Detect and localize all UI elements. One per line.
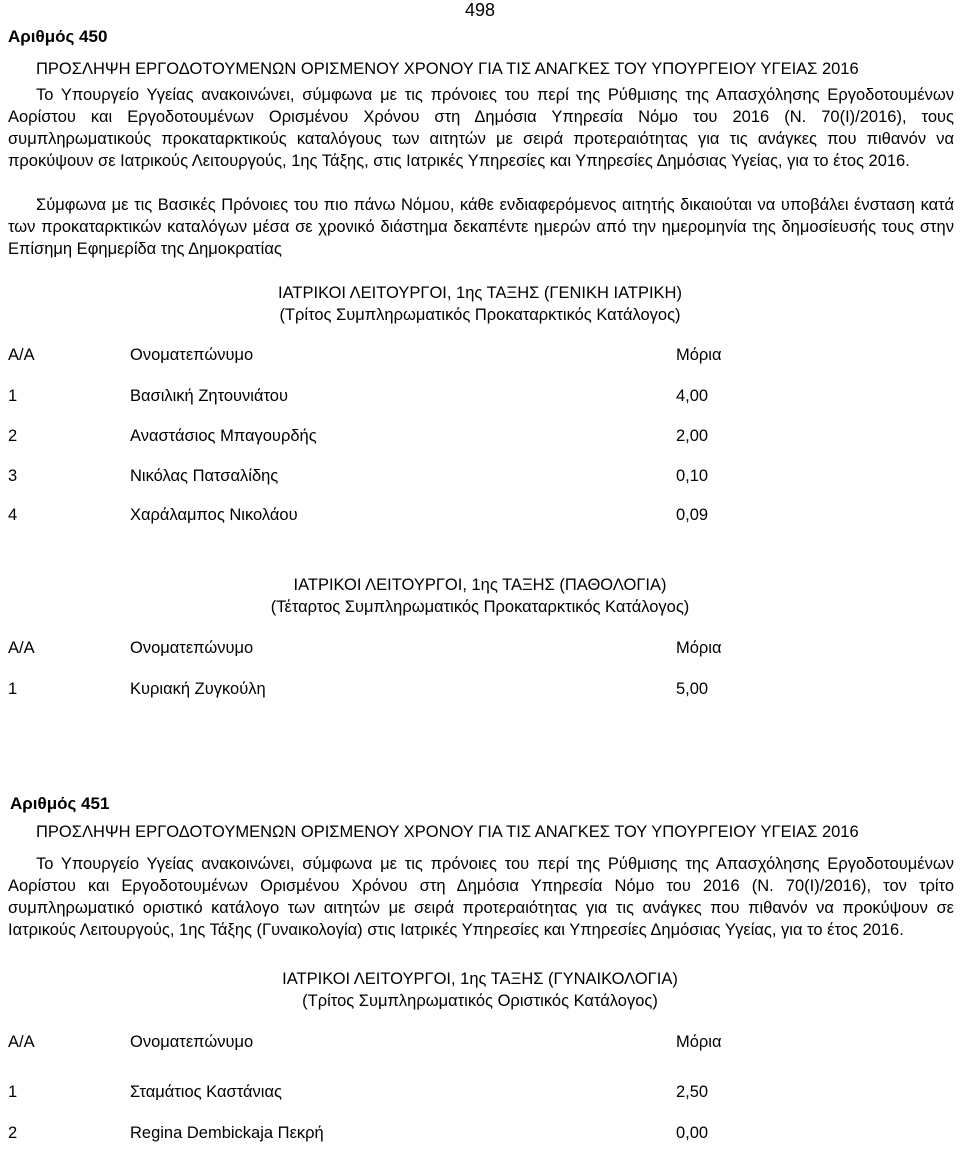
row-name: Κυριακή Ζυγκούλη [130,680,266,698]
table-row [0,680,960,702]
page-number: 498 [464,0,496,20]
table-row [0,467,960,489]
row-name: Χαράλαμπος Νικολάου [130,506,298,524]
table-row [0,427,960,449]
row-points: 0,10 [676,467,709,485]
column-header-points: Μόρια [676,1033,722,1051]
row-points: 0,00 [676,1124,709,1142]
column-header-index: Α/Α [8,639,35,657]
row-index: 1 [8,387,18,405]
table-row [0,506,960,528]
table-header-row [0,1033,960,1055]
notice-heading: ΠΡΟΣΛΗΨΗ ΕΡΓΟΔΟΤΟΥΜΕΝΩΝ ΟΡΙΣΜΕΝΟΥ ΧΡΟΝΟΥ ΓΙΑ ΤΙΣ ΑΝΑΓΚΕΣ ΤΟΥ ΥΠΟΥΡΓΕΙΟΥ ΥΓΕΙΑΣ 2016 [36,60,859,78]
row-points: 5,00 [676,680,709,698]
row-points: 0,09 [676,506,709,524]
column-header-name: Ονοματεπώνυμο [130,639,254,657]
table-row [0,1083,960,1105]
row-name: Αναστάσιος Μπαγουρδής [130,427,317,445]
list-subtitle: (Τρίτος Συμπληρωματικός Προκαταρκτικός Κατάλογος) [279,306,681,324]
column-header-name: Ονοματεπώνυμο [130,346,254,364]
row-index: 2 [8,427,18,445]
column-header-index: Α/Α [8,1033,35,1051]
row-points: 2,00 [676,427,709,445]
row-name: Σταμάτιος Καστάνιας [130,1083,282,1101]
list-title: ΙΑΤΡΙΚΟΙ ΛΕΙΤΟΥΡΓΟΙ, 1ης ΤΑΞΗΣ (ΠΑΘΟΛΟΓΙΑ) [293,576,667,594]
column-header-index: Α/Α [8,346,35,364]
list-subtitle: (Τέταρτος Συμπληρωματικός Προκαταρκτικός Κατάλογος) [270,598,690,616]
notice-paragraph: Το Υπουργείο Υγείας ανακοινώνει, σύμφωνα με τις πρόνοιες του περί της Ρύθμισης της Απασχόλησης Εργοδοτουμένων Αορίστου και Εργοδοτουμένων Ορισμένου Χρόνου στη Δημόσια Υπηρεσία Νόμο του 2016 (Ν. 70(I)/2016), τους συμπληρωματικούς προκαταρκτικούς καταλόγους των αιτητών με σειρά προτεραιότητας για τις ανάγκες που πιθανόν να προκύψουν σε Ιατρικούς Λειτουργούς, 1ης Τάξης, στις Ιατρικές Υπηρεσίες και Υπηρεσίες Δημόσιας Υγείας, για το έτος 2016. [8,86,954,170]
notice-paragraph: Σύμφωνα με τις Βασικές Πρόνοιες του πιο πάνω Νόμου, κάθε ενδιαφερόμενος αιτητής δικαιούται να υποβάλει ένσταση κατά των προκαταρκτικών καταλόγων μέσα σε χρονικό διάστημα δεκαπέντε ημερών από την ημερομηνία της δημοσίευσής τους στην Επίσημη Εφημερίδα της Δημοκρατίας [8,196,954,258]
row-name: Regina Dembickaja Πεκρή [130,1124,324,1142]
table-row [0,387,960,409]
row-index: 2 [8,1124,18,1142]
table-header-row [0,639,960,661]
row-index: 4 [8,506,18,524]
list-title: ΙΑΤΡΙΚΟΙ ΛΕΙΤΟΥΡΓΟΙ, 1ης ΤΑΞΗΣ (ΓΕΝΙΚΗ ΙΑΤΡΙΚΗ) [278,284,682,302]
column-header-points: Μόρια [676,639,722,657]
row-index: 3 [8,467,18,485]
column-header-name: Ονοματεπώνυμο [130,1033,254,1051]
row-index: 1 [8,680,18,698]
notice-number: Αριθμός 451 [10,794,110,813]
notice-number: Αριθμός 450 [8,27,108,46]
notice-heading: ΠΡΟΣΛΗΨΗ ΕΡΓΟΔΟΤΟΥΜΕΝΩΝ ΟΡΙΣΜΕΝΟΥ ΧΡΟΝΟΥ ΓΙΑ ΤΙΣ ΑΝΑΓΚΕΣ ΤΟΥ ΥΠΟΥΡΓΕΙΟΥ ΥΓΕΙΑΣ 2016 [36,823,859,841]
row-index: 1 [8,1083,18,1101]
list-subtitle: (Τρίτος Συμπληρωματικός Οριστικός Κατάλογος) [302,992,658,1010]
notice-paragraph: Το Υπουργείο Υγείας ανακοινώνει, σύμφωνα με τις πρόνοιες του περί της Ρύθμισης της Απασχόλησης Εργοδοτουμένων Αορίστου και Εργοδοτουμένων Ορισμένου Χρόνου στη Δημόσια Υπηρεσία Νόμο του 2016 (Ν. 70(I)/2016), τον τρίτο συμπληρωματικό οριστικό κατάλογο των αιτητών με σειρά προτεραιότητας για τις ανάγκες που πιθανόν να προκύψουν σε Ιατρικούς Λειτουργούς, 1ης Τάξης (Γυναικολογία) στις Ιατρικές Υπηρεσίες και Υπηρεσίες Δημόσιας Υγείας, για το έτος 2016. [8,855,954,939]
column-header-points: Μόρια [676,346,722,364]
table-row [0,1124,960,1146]
row-points: 2,50 [676,1083,709,1101]
row-name: Νικόλας Πατσαλίδης [130,467,279,485]
table-header-row [0,346,960,368]
row-points: 4,00 [676,387,709,405]
list-title: ΙΑΤΡΙΚΟΙ ΛΕΙΤΟΥΡΓΟΙ, 1ης ΤΑΞΗΣ (ΓΥΝΑΙΚΟΛΟΓΙΑ) [282,970,678,988]
row-name: Βασιλική Ζητουνιάτου [130,387,288,405]
